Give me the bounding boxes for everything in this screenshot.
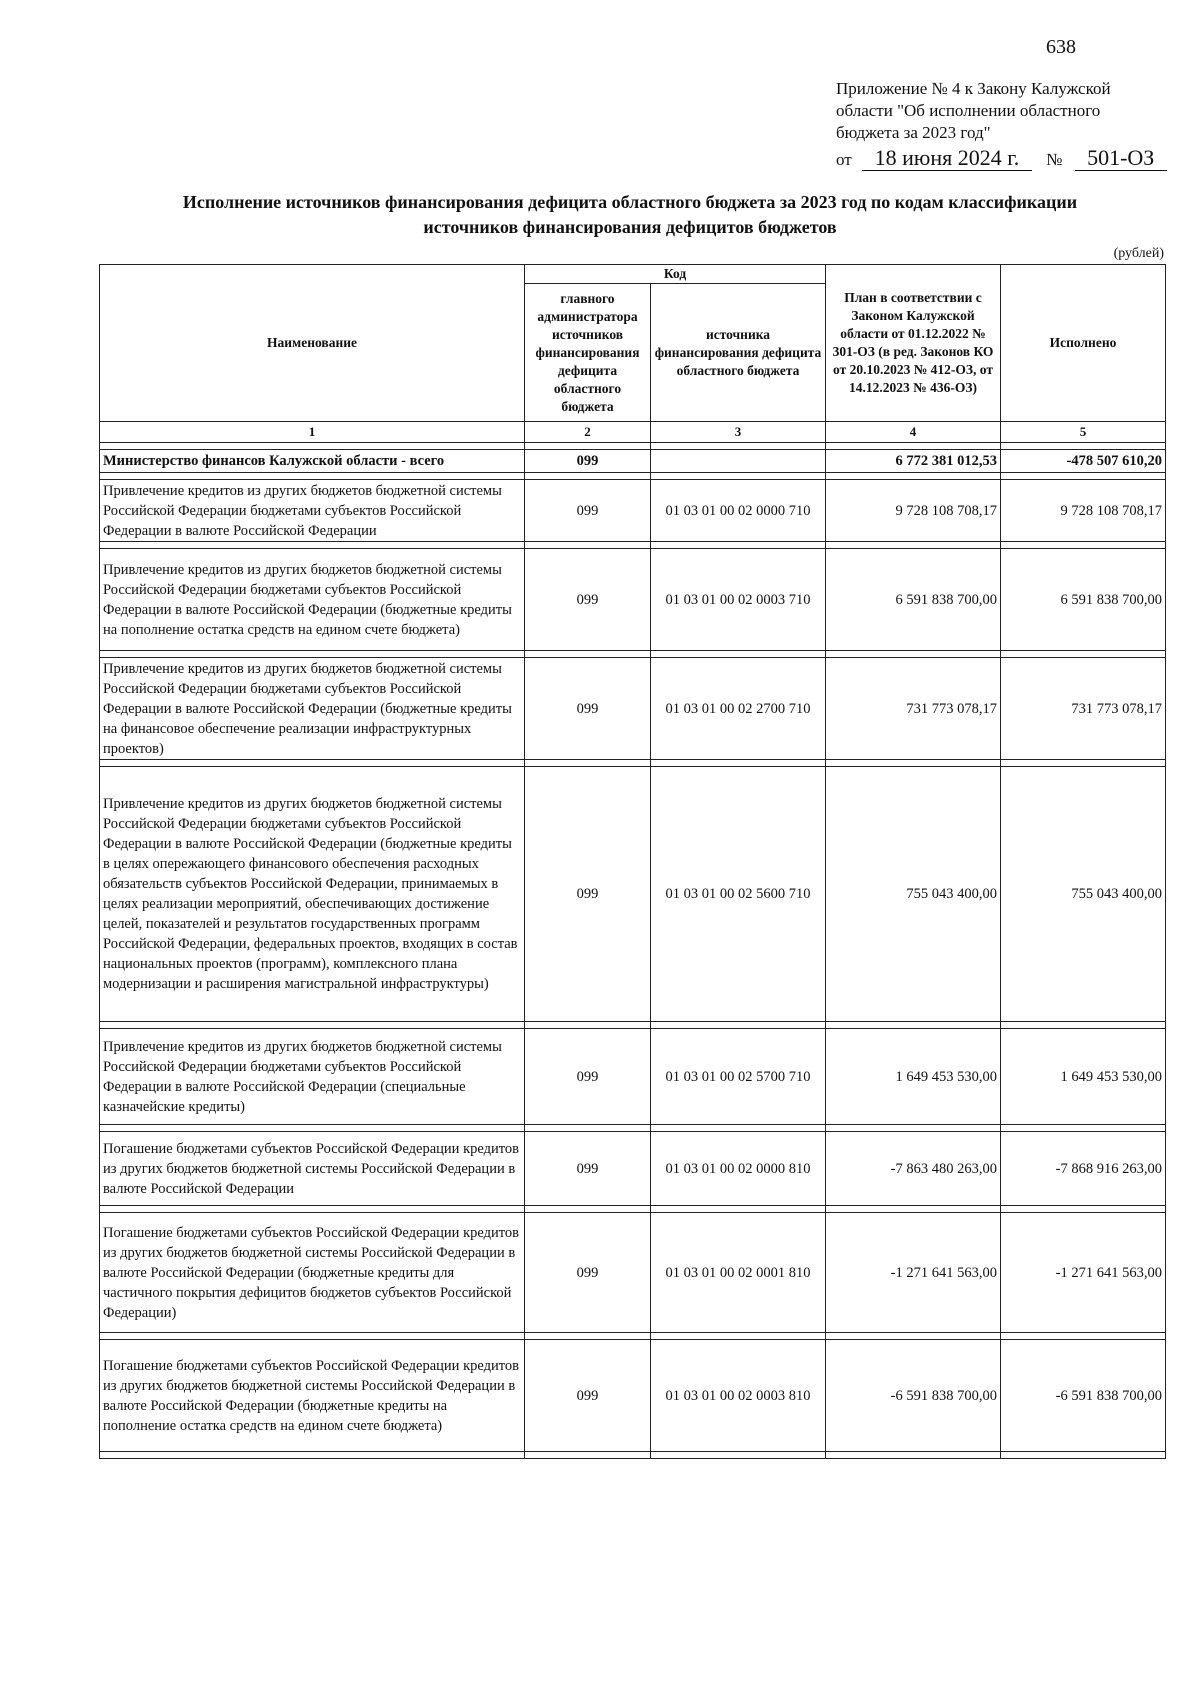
row-executed: -478 507 610,20 bbox=[1001, 450, 1166, 473]
row-admin-code: 099 bbox=[525, 1213, 651, 1333]
row-plan: 1 649 453 530,00 bbox=[826, 1029, 1001, 1125]
header-plan: План в соответствии с Законом Калужской области от 01.12.2022 № 301-ОЗ (в ред. Законов КО от 20.10.2023 № 412-ОЗ, от 14.12.2023 № 436-ОЗ) bbox=[826, 265, 1001, 422]
row-executed: 1 649 453 530,00 bbox=[1001, 1029, 1166, 1125]
row-admin-code: 099 bbox=[525, 1029, 651, 1125]
table-row bbox=[100, 480, 1166, 542]
title-line-1: Исполнение источников финансирования дефицита областного бюджета за 2023 год по кодам классификации bbox=[182, 192, 1078, 212]
number-label: № bbox=[1046, 150, 1063, 169]
row-name: Погашение бюджетами субъектов Российской Федерации кредитов из других бюджетов бюджетной системы Российской Федерации в валюте Российской Федерации (бюджетные кредиты для частичного покрытия дефицитов бюджетов субъектов Российской Федерации) bbox=[100, 1213, 525, 1333]
row-plan: -1 271 641 563,00 bbox=[826, 1213, 1001, 1333]
budget-table bbox=[99, 264, 1166, 1459]
row-source-code: 01 03 01 00 02 5700 710 bbox=[651, 1029, 826, 1125]
column-number: 2 bbox=[525, 422, 651, 443]
appendix-line: Приложение № 4 к Закону Калужской bbox=[836, 79, 1111, 98]
law-signature-line bbox=[836, 146, 1166, 171]
appendix-line: бюджета за 2023 год" bbox=[836, 123, 991, 142]
row-source-code: 01 03 01 00 02 0001 810 bbox=[651, 1213, 826, 1333]
row-name: Погашение бюджетами субъектов Российской Федерации кредитов из других бюджетов бюджетной системы Российской Федерации в валюте Российской Федерации bbox=[100, 1132, 525, 1206]
column-number: 5 bbox=[1001, 422, 1166, 443]
header-executed: Исполнено bbox=[1001, 265, 1166, 422]
row-name: Привлечение кредитов из других бюджетов бюджетной системы Российской Федерации бюджетами субъектов Российской Федерации в валюте Российской Федерации (бюджетные кредиты на пополнение остатка средств на едином счете бюджета) bbox=[100, 549, 525, 651]
row-plan: 6 772 381 012,53 bbox=[826, 450, 1001, 473]
row-executed: 6 591 838 700,00 bbox=[1001, 549, 1166, 651]
row-executed: -7 868 916 263,00 bbox=[1001, 1132, 1166, 1206]
appendix-note bbox=[836, 78, 1166, 171]
row-source-code: 01 03 01 00 02 0000 810 bbox=[651, 1132, 826, 1206]
row-name: Привлечение кредитов из других бюджетов бюджетной системы Российской Федерации бюджетами субъектов Российской Федерации в валюте Российской Федерации bbox=[100, 480, 525, 542]
header-admin-code: главного администратора источников финансирования дефицита областного бюджета bbox=[525, 284, 651, 422]
row-plan: -6 591 838 700,00 bbox=[826, 1340, 1001, 1452]
row-admin-code: 099 bbox=[525, 450, 651, 473]
row-admin-code: 099 bbox=[525, 549, 651, 651]
row-source-code: 01 03 01 00 02 5600 710 bbox=[651, 767, 826, 1022]
column-number: 4 bbox=[826, 422, 1001, 443]
row-plan: 6 591 838 700,00 bbox=[826, 549, 1001, 651]
row-plan: 731 773 078,17 bbox=[826, 658, 1001, 760]
row-admin-code: 099 bbox=[525, 658, 651, 760]
row-executed: 9 728 108 708,17 bbox=[1001, 480, 1166, 542]
row-executed: -1 271 641 563,00 bbox=[1001, 1213, 1166, 1333]
row-admin-code: 099 bbox=[525, 767, 651, 1022]
table-row bbox=[100, 1029, 1166, 1125]
row-name: Министерство финансов Калужской области - всего bbox=[100, 450, 525, 473]
page-number: 638 bbox=[1046, 36, 1076, 58]
law-date: 18 июня 2024 г. bbox=[862, 146, 1032, 171]
row-plan: -7 863 480 263,00 bbox=[826, 1132, 1001, 1206]
row-source-code: 01 03 01 00 02 0003 810 bbox=[651, 1340, 826, 1452]
row-executed: -6 591 838 700,00 bbox=[1001, 1340, 1166, 1452]
row-name: Привлечение кредитов из других бюджетов бюджетной системы Российской Федерации бюджетами субъектов Российской Федерации в валюте Российской Федерации (специальные казначейские кредиты) bbox=[100, 1029, 525, 1125]
row-source-code: 01 03 01 00 02 2700 710 bbox=[651, 658, 826, 760]
header-name: Наименование bbox=[100, 265, 525, 422]
row-source-code bbox=[651, 450, 826, 473]
row-admin-code: 099 bbox=[525, 480, 651, 542]
column-number: 1 bbox=[100, 422, 525, 443]
table-row-total bbox=[100, 450, 1166, 473]
row-plan: 9 728 108 708,17 bbox=[826, 480, 1001, 542]
row-admin-code: 099 bbox=[525, 1132, 651, 1206]
row-plan: 755 043 400,00 bbox=[826, 767, 1001, 1022]
row-executed: 755 043 400,00 bbox=[1001, 767, 1166, 1022]
row-executed: 731 773 078,17 bbox=[1001, 658, 1166, 760]
table-row bbox=[100, 1132, 1166, 1206]
row-source-code: 01 03 01 00 02 0003 710 bbox=[651, 549, 826, 651]
units-label: (рублей) bbox=[1113, 246, 1164, 261]
column-number: 3 bbox=[651, 422, 826, 443]
title-line-2: источников финансирования дефицитов бюджетов bbox=[423, 217, 837, 237]
table-row bbox=[100, 549, 1166, 651]
table-row bbox=[100, 1340, 1166, 1452]
row-admin-code: 099 bbox=[525, 1340, 651, 1452]
appendix-line: области "Об исполнении областного bbox=[836, 101, 1101, 120]
header-code: Код bbox=[525, 265, 826, 284]
document-title bbox=[100, 190, 1160, 240]
table-row bbox=[100, 658, 1166, 760]
table-row bbox=[100, 767, 1166, 1022]
row-name: Погашение бюджетами субъектов Российской Федерации кредитов из других бюджетов бюджетной системы Российской Федерации в валюте Российской Федерации (бюджетные кредиты на пополнение остатка средств на едином счете бюджета) bbox=[100, 1340, 525, 1452]
header-source-code: источника финансирования дефицита областного бюджета bbox=[651, 284, 826, 422]
from-label: от bbox=[836, 150, 852, 169]
row-name: Привлечение кредитов из других бюджетов бюджетной системы Российской Федерации бюджетами субъектов Российской Федерации в валюте Российской Федерации (бюджетные кредиты на финансовое обеспечение реализации инфраструктурных проектов) bbox=[100, 658, 525, 760]
row-name: Привлечение кредитов из других бюджетов бюджетной системы Российской Федерации бюджетами субъектов Российской Федерации в валюте Российской Федерации (бюджетные кредиты в целях опережающего финансового обеспечения расходных обязательств субъектов Российской Федерации, принимаемых в целях реализации мероприятий, обеспечивающих достижение целей, показателей и результатов государственных программ Российской Федерации, федеральных проектов, входящих в состав национальных проектов (программ), комплексного плана модернизации и расширения магистральной инфраструктуры) bbox=[100, 767, 525, 1022]
table-row bbox=[100, 1213, 1166, 1333]
law-number: 501-ОЗ bbox=[1075, 146, 1167, 171]
row-source-code: 01 03 01 00 02 0000 710 bbox=[651, 480, 826, 542]
